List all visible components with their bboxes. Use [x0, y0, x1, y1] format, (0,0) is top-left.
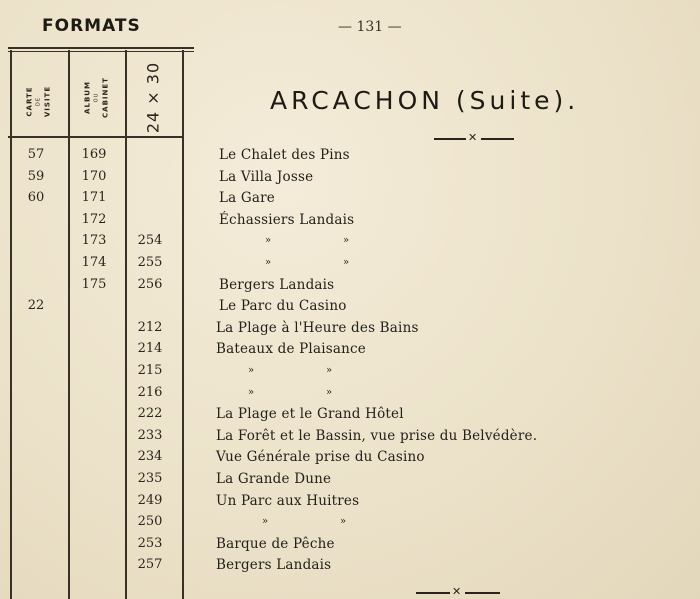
album-cabinet-number: 174: [81, 255, 107, 270]
table-row: [0, 320, 700, 341]
table-row: [0, 212, 700, 233]
ditto-mark-right: »: [340, 516, 347, 528]
size-24x30-number: 257: [137, 557, 163, 573]
title-ornament: ✕: [434, 134, 514, 144]
ditto-mark-right: »: [326, 386, 333, 398]
view-title: Bateaux de Plaisance: [216, 341, 366, 358]
table-row: [0, 147, 700, 168]
table-row: [0, 493, 700, 514]
view-title: Bergers Landais: [219, 276, 335, 293]
album-cabinet-number: 171: [81, 190, 107, 206]
view-title: Barque de Pêche: [216, 535, 335, 552]
view-title: La Plage à l'Heure des Bains: [216, 319, 419, 336]
ditto-mark-right: »: [343, 235, 350, 247]
size-24x30-number: 222: [137, 406, 163, 422]
view-title: La Forêt et le Bassin, vue prise du Belvédère.: [216, 427, 538, 444]
column-header-carte-line1: CARTE: [25, 86, 34, 117]
album-cabinet-number: 169: [81, 147, 107, 162]
column-header-size: 24 × 30: [143, 61, 163, 134]
ditto-mark-left: »: [262, 516, 269, 528]
ditto-mark-left: »: [248, 365, 255, 376]
ditto-mark-right: »: [326, 365, 333, 376]
table-row: [0, 385, 700, 406]
column-header-album-line1: ALBUM: [83, 81, 92, 114]
view-title: Vue Générale prise du Casino: [216, 449, 425, 466]
table-row: [0, 514, 700, 535]
table-row: [0, 449, 700, 470]
carte-visite-number: 22: [27, 298, 45, 314]
table-row: [0, 363, 700, 384]
column-header-album-line3: CABINET: [101, 77, 110, 118]
view-title: La Plage et le Grand Hôtel: [216, 406, 404, 423]
album-cabinet-number: 172: [81, 211, 107, 227]
column-header-carte-line3: VISITE: [43, 85, 52, 118]
column-header-album-line2: OU: [93, 92, 100, 103]
view-title: La Grande Dune: [216, 471, 332, 487]
ditto-mark-left: »: [265, 257, 272, 268]
size-24x30-number: 253: [137, 535, 163, 551]
ditto-mark-left: »: [265, 235, 272, 247]
table-row: [0, 557, 700, 578]
table-top-rule-2: [8, 51, 194, 52]
size-24x30-number: 250: [137, 514, 163, 530]
table-row: [0, 341, 700, 362]
view-title: La Villa Josse: [219, 168, 314, 185]
table-row: [0, 406, 700, 427]
size-24x30-number: 254: [137, 233, 163, 249]
size-24x30-number: 234: [137, 449, 163, 465]
view-title: Le Chalet des Pins: [219, 147, 350, 163]
page-number: — 131 —: [338, 19, 402, 35]
size-24x30-number: 235: [137, 471, 163, 486]
table-row: [0, 190, 700, 211]
table-row: [0, 428, 700, 449]
album-cabinet-number: 170: [81, 168, 107, 184]
size-24x30-number: 255: [137, 255, 163, 270]
view-title: Échassiers Landais: [219, 211, 355, 228]
view-title: La Gare: [219, 190, 275, 207]
carte-visite-number: 57: [27, 147, 45, 162]
view-title: Bergers Landais: [216, 557, 332, 574]
size-24x30-number: 215: [137, 363, 163, 378]
size-24x30-number: 214: [137, 341, 163, 357]
formats-heading: FORMATS: [42, 16, 141, 36]
section-title: ARCACHON (Suite).: [270, 86, 580, 115]
album-cabinet-number: 173: [81, 233, 107, 249]
table-row: [0, 298, 700, 319]
column-header-carte-visite: [26, 62, 53, 142]
ditto-mark-left: »: [248, 386, 255, 398]
size-24x30-number: 249: [137, 492, 163, 508]
table-row: [0, 233, 700, 254]
size-24x30-number: 233: [137, 427, 163, 443]
view-title: Un Parc aux Huitres: [216, 492, 360, 509]
bottom-ornament: ✕: [416, 588, 500, 598]
carte-visite-number: 59: [27, 168, 45, 184]
column-header-album-cabinet: [84, 58, 111, 138]
size-24x30-number: 256: [137, 276, 163, 292]
album-cabinet-number: 175: [81, 276, 107, 292]
table-top-rule: [8, 47, 194, 49]
ditto-mark-right: »: [343, 257, 350, 268]
table-row: [0, 277, 700, 298]
table-row: [0, 536, 700, 557]
view-title: Le Parc du Casino: [219, 298, 347, 315]
table-row: [0, 255, 700, 276]
column-header-carte-line2: DE: [35, 97, 42, 107]
table-row: [0, 471, 700, 492]
size-24x30-number: 212: [137, 319, 163, 335]
size-24x30-number: 216: [137, 384, 163, 400]
table-row: [0, 169, 700, 190]
carte-visite-number: 60: [27, 190, 45, 206]
